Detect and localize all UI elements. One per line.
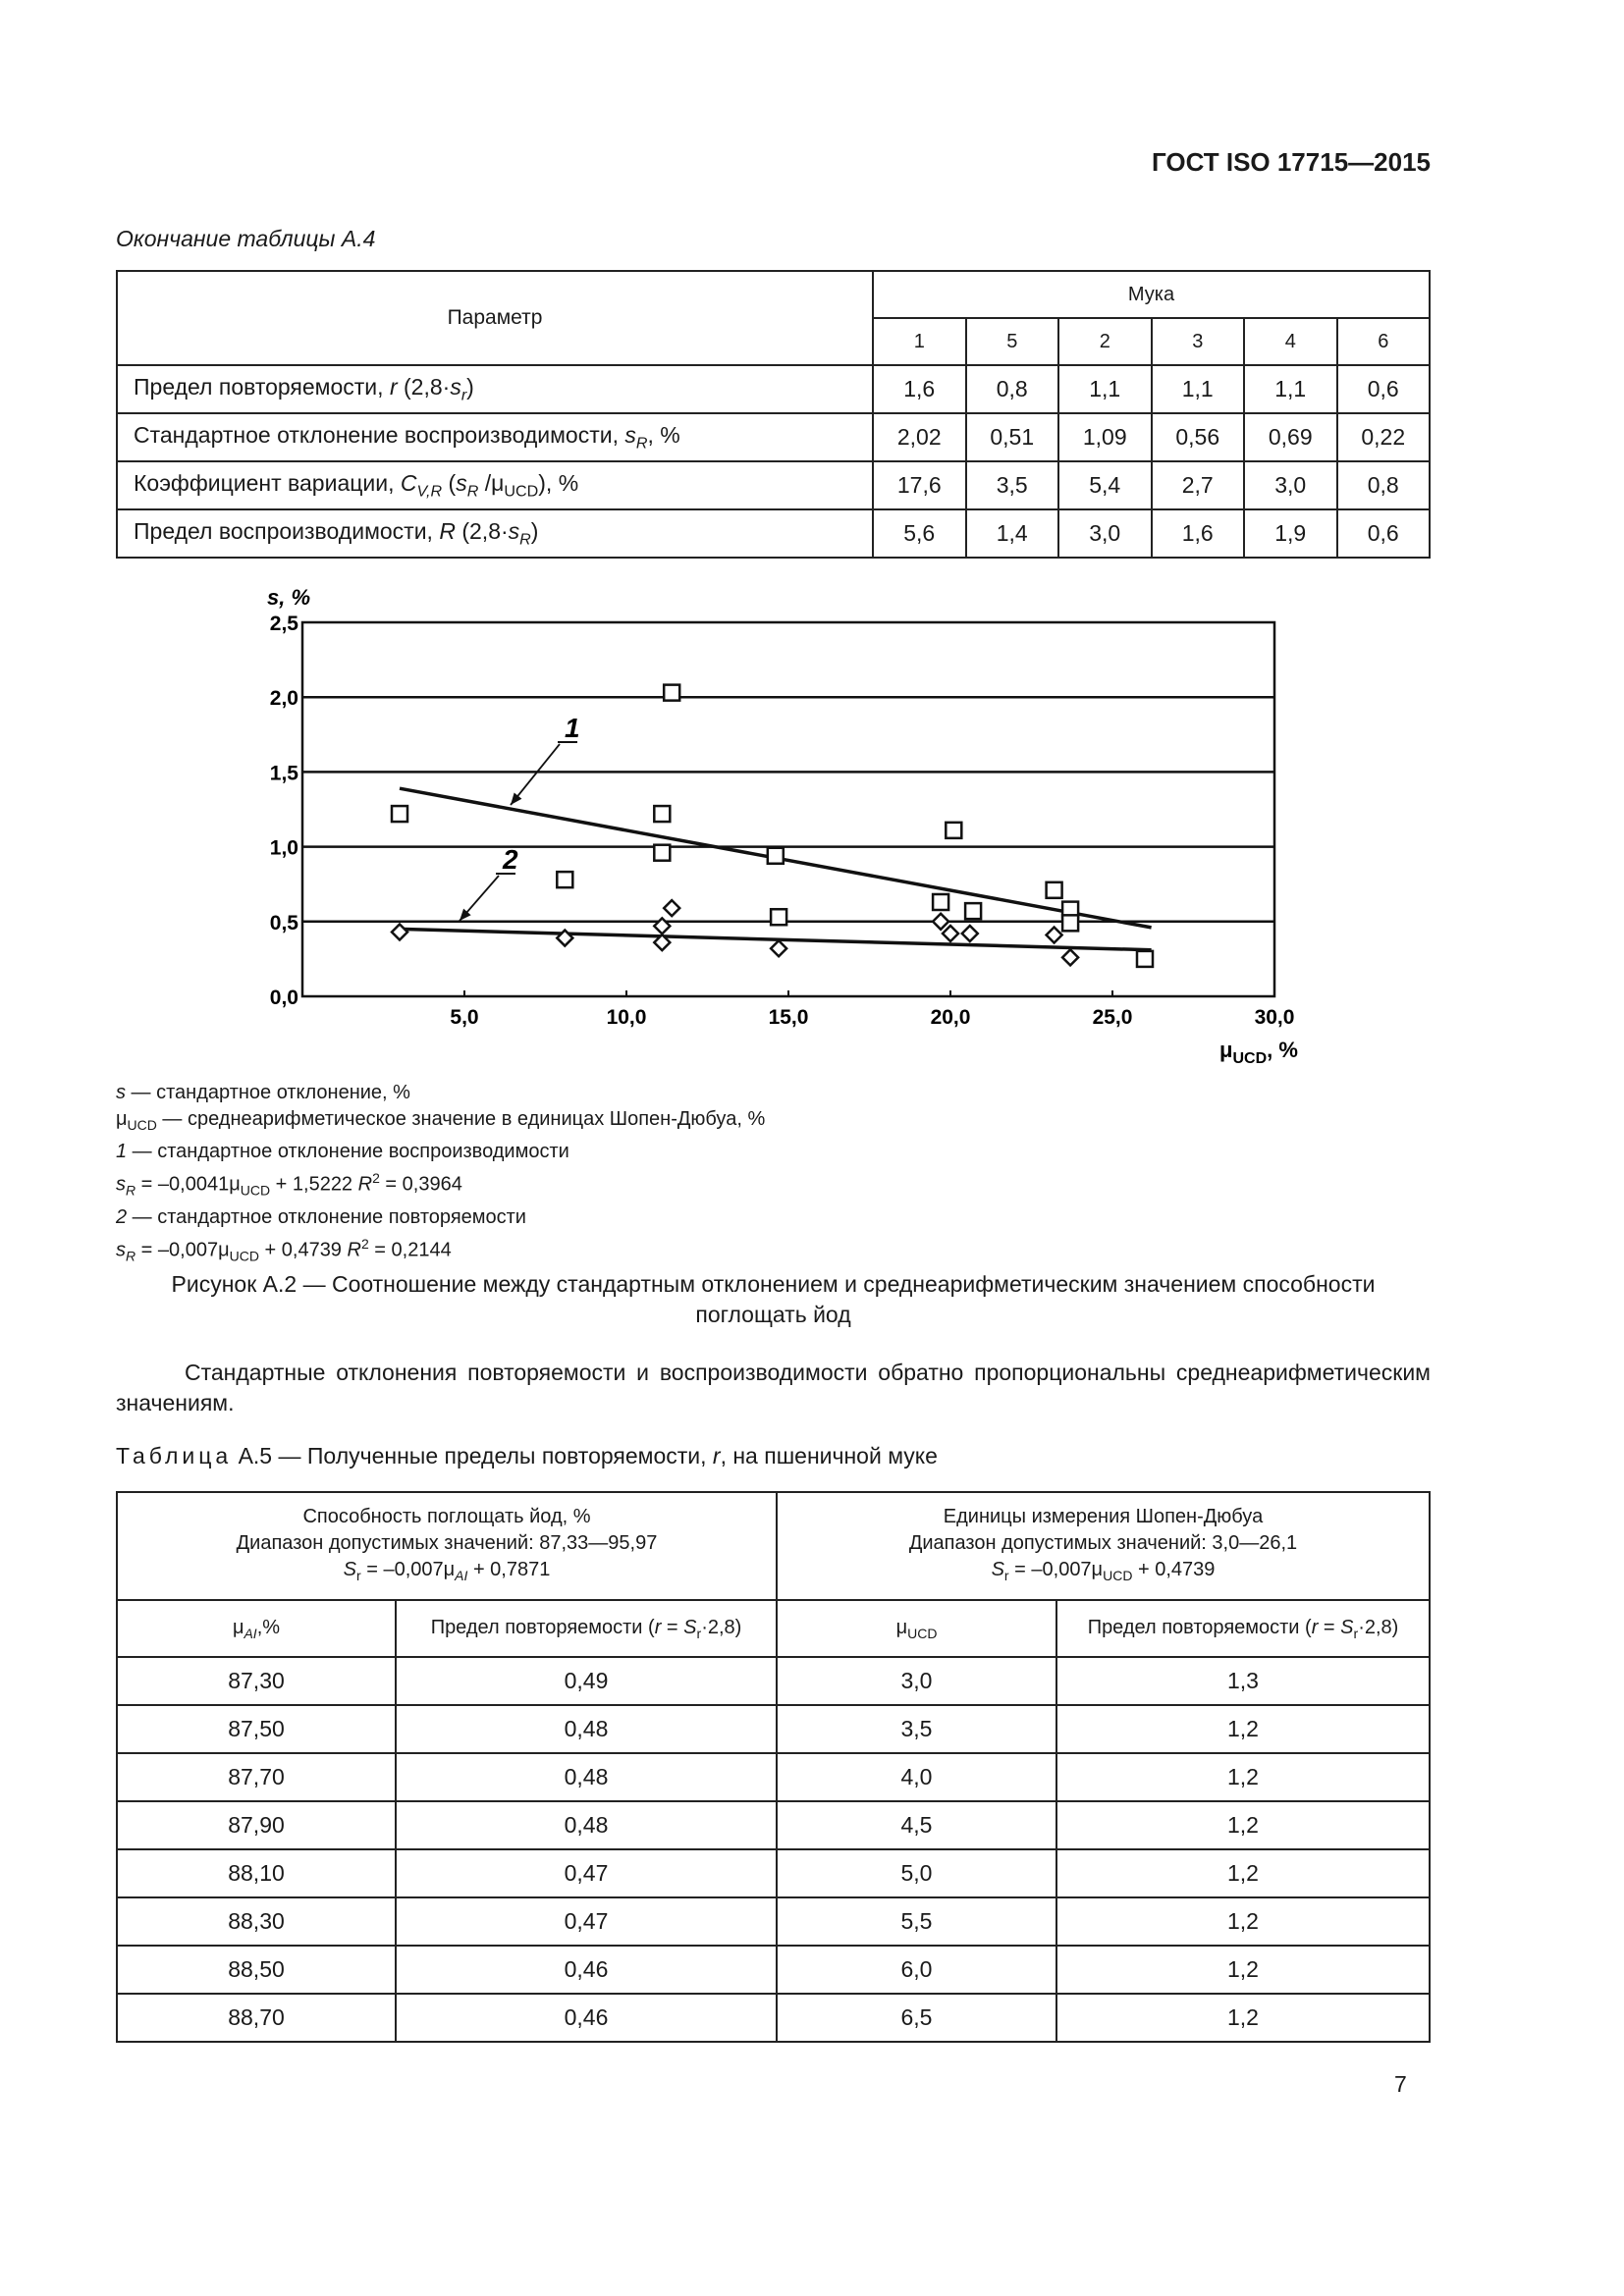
table-cell: 1,2: [1056, 1897, 1430, 1946]
table-cell: 87,70: [117, 1753, 396, 1801]
group-header-chopin-dubois: Единицы измерения Шопен-Дюбуа Диапазон допустимых значений: 3,0—26,1 $S_r = -0,007\mu_{UCD} + 0,4739$: [777, 1492, 1430, 1600]
data-point-square: [965, 903, 981, 919]
table-cell: 3,0: [1058, 509, 1152, 558]
table-cell: 3,0: [1244, 461, 1337, 509]
data-point-diamond: [664, 900, 679, 916]
data-point-square: [933, 894, 948, 910]
table-cell: 87,90: [117, 1801, 396, 1849]
column-header: 1: [873, 318, 966, 365]
y-tick-label: 0,0: [269, 987, 298, 1009]
row-label: Стандартное отклонение воспроизводимости, $s_R$, %: [117, 413, 873, 461]
table-cell: 1,2: [1056, 1849, 1430, 1897]
data-point-diamond: [1047, 928, 1062, 943]
table-row: [117, 1705, 1430, 1753]
table-cell: 0,46: [396, 1946, 777, 1994]
y-tick-label: 0,5: [269, 911, 298, 934]
flour-group-header: Мука: [873, 271, 1430, 318]
table-cell: 0,47: [396, 1897, 777, 1946]
table-cell: 0,6: [1337, 509, 1431, 558]
table-row: [117, 1946, 1430, 1994]
legend-line: 2 — стандартное отклонение повторяемости: [116, 1205, 526, 1228]
table-row: [117, 509, 1430, 558]
table-cell: 0,47: [396, 1849, 777, 1897]
table-cell: 0,51: [966, 413, 1059, 461]
callout-label: 1: [565, 713, 580, 743]
group-header-iodine: Способность поглощать йод, % Диапазон допустимых значений: 87,33—95,97 $S_r = -0,007\mu_{AI} + 0,7871$: [117, 1492, 777, 1600]
table-cell: 2,7: [1152, 461, 1245, 509]
table-cell: 5,5: [777, 1897, 1056, 1946]
legend-line: s — стандартное отклонение, %: [116, 1082, 410, 1103]
table-a5-caption: Таблица А.5 — Полученные пределы повторяемости, r, на пшеничной муке: [116, 1443, 938, 1468]
column-header-repeatability-limit: Предел повторяемости $(r = S_r\cdot 2,8)$: [396, 1600, 777, 1657]
table-cell: 0,8: [966, 365, 1059, 413]
row-label: Предел повторяемости, r $(2,8\cdot s_r)$: [117, 365, 873, 413]
table-cell: 0,56: [1152, 413, 1245, 461]
table-row: [117, 1801, 1430, 1849]
figure-caption: Рисунок А.2 — Соотношение между стандартным отклонением и среднеарифметическим значением способности поглощать йод: [171, 1271, 1376, 1327]
table-cell: 1,09: [1058, 413, 1152, 461]
table-row: [117, 1897, 1430, 1946]
table-a5: [116, 1491, 1431, 2043]
table-cell: 3,5: [777, 1705, 1056, 1753]
table-cell: 0,6: [1337, 365, 1431, 413]
table-cell: 0,48: [396, 1753, 777, 1801]
data-point-square: [392, 806, 407, 822]
table-row: [117, 365, 1430, 413]
data-point-square: [557, 872, 572, 887]
table-row: [117, 1994, 1430, 2042]
data-point-diamond: [392, 924, 407, 939]
x-tick-label: 25,0: [1092, 1006, 1133, 1029]
table-cell: 1,1: [1244, 365, 1337, 413]
table-cell: 1,6: [873, 365, 966, 413]
table-cell: 87,30: [117, 1657, 396, 1705]
table-cell: 1,2: [1056, 1946, 1430, 1994]
data-point-square: [768, 848, 784, 864]
param-header: Параметр: [117, 271, 873, 365]
table-row: [117, 461, 1430, 509]
legend-line: $s_R = -0,0041\mu_{UCD} + 1,5222$ $R^2 = 0,3964$: [116, 1170, 462, 1199]
table-cell: 5,0: [777, 1849, 1056, 1897]
data-point-square: [654, 845, 670, 861]
table-row: [117, 1753, 1430, 1801]
table-cell: 1,2: [1056, 1994, 1430, 2042]
data-point-square: [1137, 951, 1153, 967]
page-number: 7: [1394, 2071, 1407, 2097]
y-tick-label: 1,0: [269, 836, 298, 860]
data-point-square: [771, 909, 786, 925]
data-point-diamond: [962, 926, 978, 941]
table-row: [117, 1849, 1430, 1897]
table-cell: 2,02: [873, 413, 966, 461]
row-label: Коэффициент вариации, $C_{V,R}$ ($s_R$ $/\mu_{UCD}$), %: [117, 461, 873, 509]
table-cell: 88,50: [117, 1946, 396, 1994]
x-tick-label: 5,0: [450, 1006, 479, 1029]
table-cell: 17,6: [873, 461, 966, 509]
column-header-repeatability-limit: Предел повторяемости $(r = S_r\cdot 2,8)$: [1056, 1600, 1430, 1657]
data-point-square: [946, 823, 961, 838]
callout-label: 2: [503, 844, 518, 875]
column-header-mu-ai: $\mu_{AI},\%$: [117, 1600, 396, 1657]
table-cell: 1,6: [1152, 509, 1245, 558]
y-tick-label: 2,5: [269, 613, 298, 635]
data-point-square: [654, 806, 670, 822]
x-tick-label: 15,0: [768, 1006, 809, 1029]
figure-legend: [116, 1080, 765, 1269]
table-a4-continuation-caption: Окончание таблицы А.4: [116, 226, 376, 251]
column-header: 5: [966, 318, 1059, 365]
table-cell: 1,2: [1056, 1705, 1430, 1753]
x-tick-label: 20,0: [930, 1006, 971, 1029]
table-cell: 0,69: [1244, 413, 1337, 461]
y-axis-label: s, %: [267, 585, 311, 610]
figure-a2-chart: [226, 577, 1335, 1068]
table-cell: 88,10: [117, 1849, 396, 1897]
y-tick-label: 1,5: [269, 762, 298, 785]
table-cell: 0,49: [396, 1657, 777, 1705]
table-cell: 6,0: [777, 1946, 1056, 1994]
table-cell: 0,8: [1337, 461, 1431, 509]
table-row: [117, 413, 1430, 461]
x-tick-label: 10,0: [606, 1006, 647, 1029]
table-cell: 1,1: [1152, 365, 1245, 413]
table-cell: 4,0: [777, 1753, 1056, 1801]
table-cell: 0,48: [396, 1705, 777, 1753]
x-tick-label: 30,0: [1254, 1006, 1295, 1029]
table-cell: 3,0: [777, 1657, 1056, 1705]
table-cell: 1,9: [1244, 509, 1337, 558]
legend-line: 1 — стандартное отклонение воспроизводимости: [116, 1141, 569, 1162]
table-cell: 1,4: [966, 509, 1059, 558]
column-header: 6: [1337, 318, 1431, 365]
table-cell: 1,3: [1056, 1657, 1430, 1705]
column-header: 4: [1244, 318, 1337, 365]
table-cell: 1,1: [1058, 365, 1152, 413]
table-cell: 1,2: [1056, 1753, 1430, 1801]
column-header: 3: [1152, 318, 1245, 365]
column-header: 2: [1058, 318, 1152, 365]
body-paragraph: Стандартные отклонения повторяемости и воспроизводимости обратно пропорциональны среднеарифметическим значениям.: [116, 1360, 1431, 1415]
legend-line: $\mu_{UCD}$ — среднеарифметическое значение в единицах Шопен-Дюбуа, %: [116, 1108, 766, 1133]
table-row: [117, 1657, 1430, 1705]
table-cell: 3,5: [966, 461, 1059, 509]
data-point-square: [1062, 915, 1078, 931]
table-cell: 1,2: [1056, 1801, 1430, 1849]
scatter-chart-svg: [226, 577, 1335, 1068]
table-cell: 5,4: [1058, 461, 1152, 509]
callout-arrowhead: [511, 793, 521, 805]
table-a4: [116, 270, 1431, 559]
data-point-diamond: [771, 940, 786, 956]
table-cell: 88,70: [117, 1994, 396, 2042]
data-point-square: [1047, 882, 1062, 898]
data-point-diamond: [1062, 949, 1078, 965]
row-label: Предел воспроизводимости, R $(2,8\cdot s_R)$: [117, 509, 873, 558]
table-cell: 0,48: [396, 1801, 777, 1849]
table-cell: 5,6: [873, 509, 966, 558]
data-point-square: [664, 685, 679, 701]
table-cell: 0,46: [396, 1994, 777, 2042]
column-header-mu-ucd: $\mu_{UCD}$: [777, 1600, 1056, 1657]
legend-line: $s_R = -0,007\mu_{UCD} + 0,4739$ $R^2 = 0,2144$: [116, 1235, 452, 1264]
table-cell: 88,30: [117, 1897, 396, 1946]
table-cell: 4,5: [777, 1801, 1056, 1849]
x-axis-label: $\mu_{UCD}$, %: [1219, 1038, 1298, 1067]
data-point-diamond: [933, 914, 948, 930]
table-cell: 87,50: [117, 1705, 396, 1753]
table-cell: 6,5: [777, 1994, 1056, 2042]
table-cell: 0,22: [1337, 413, 1431, 461]
document-code: ГОСТ ISO 17715—2015: [1151, 147, 1431, 177]
data-point-diamond: [943, 926, 958, 941]
y-tick-label: 2,0: [269, 687, 298, 711]
